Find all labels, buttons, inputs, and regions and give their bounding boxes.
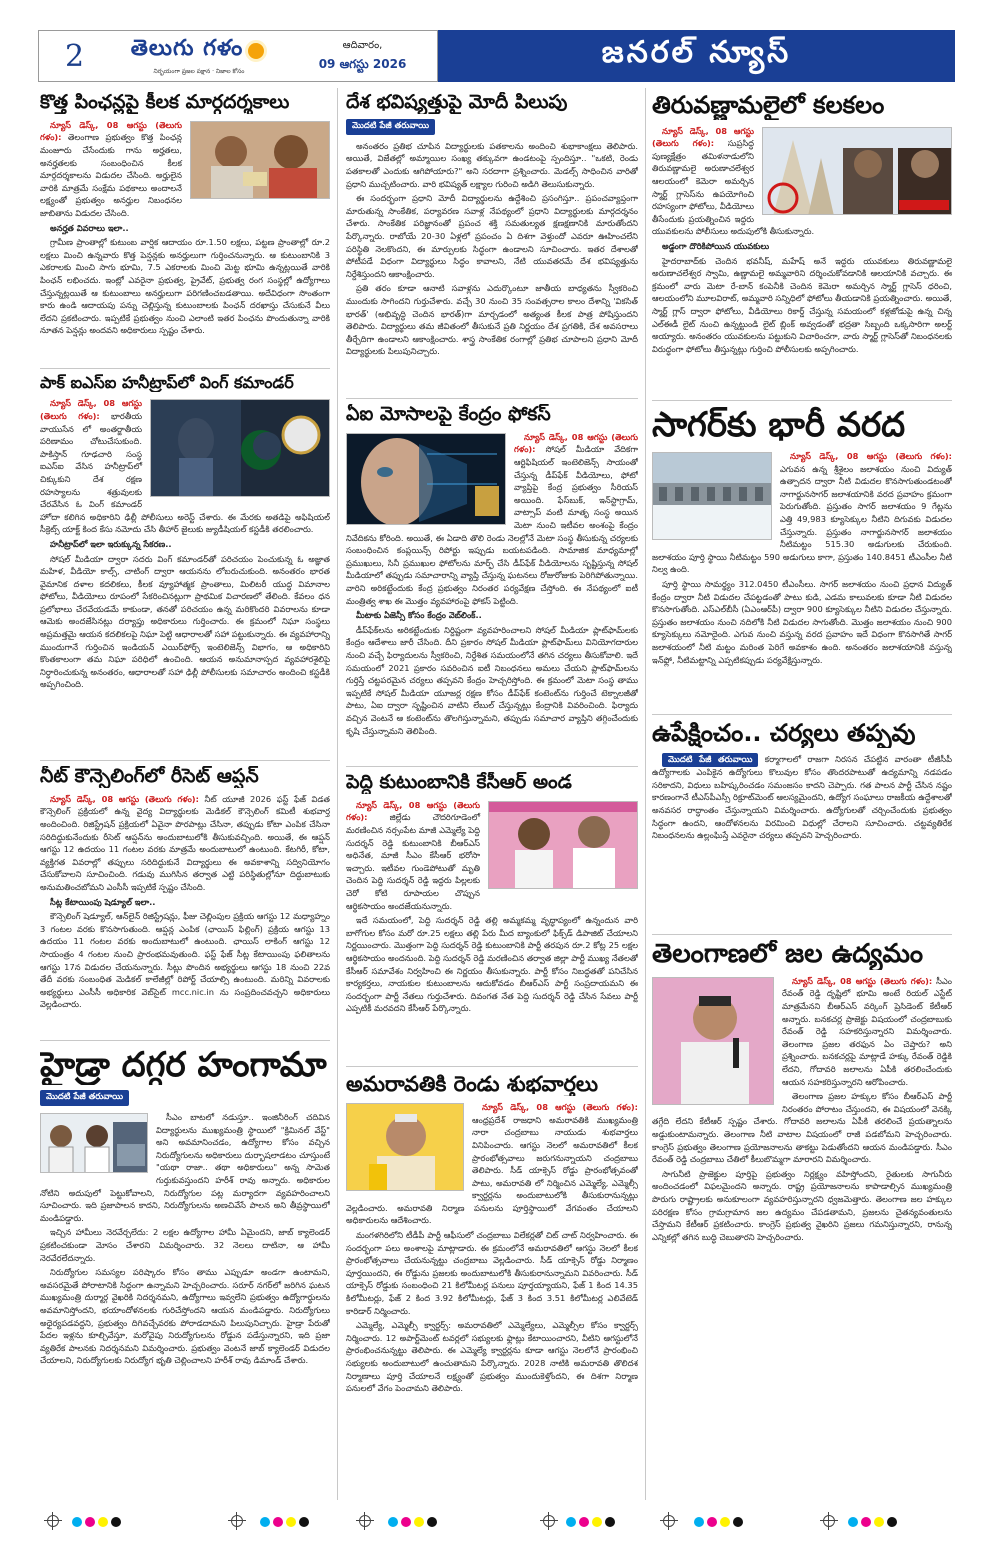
continued-badge: మొదటి పేజీ తరువాయి [346,119,435,135]
color-registration-strip [848,1517,897,1527]
kcr-rally-photo [488,801,638,889]
article-headline[interactable]: ఉపేక్షించం.. చర్యలు తప్పవు [652,720,916,747]
article-subhead: హనీట్రాప్‌లో ఇలా ఇరుక్కున్న సేకరణ.. [50,538,172,549]
registration-mark-icon [228,1512,246,1530]
sagar-dam-photo [652,452,772,540]
hydraa-collage-photo [40,1113,148,1173]
color-registration-strip [388,1517,437,1527]
article-dateline: న్యూస్ డెస్క్, 08 ఆగస్టు (తెలుగు గళం): [40,398,142,421]
temple-arrest-photo [762,127,952,215]
article-dateline: న్యూస్ డెస్క్, 08 ఆగస్టు (తెలుగు గళం): [652,125,754,149]
article-modi[interactable]: దేశ భవిష్యత్తుపై మోదీ పిలుపు మొదటి పేజీ తరువాయి అనంతరం ప్రతిభ చూపిన విద్యార్థులకు పతకాలను అందించి శుభాకాంక్షలు తెలిపారు. అయితే, విజేతల్లో అమ్మాయిల సంఖ్య తక్కువగా ఉండటంపై స్పందిస్తూ.. "ఒకటి, రెండు పతకాలతో ఎందుకు ఆగిపోయారు?" అని సరదాగా ప్రశ్నించారు. మెడల్స్ సాధించిన వారితో ప్రధాని ముచ్చటించారు. వారి భవిష్యత్ లక్ష్యాల గురించి అడిగి తెలుసుకున్నారు. ఈ సందర్భంగా ప్రధాని మోదీ విద్యార్థులను ఉద్దేశించి ప్రసంగిస్తూ.. ప్రపంచవ్యాప్తంగా మారుతున్న సాంకేతిక, పర్యావరణ సవాళ్ల నేపథ్యంలో ప్రధాని విద్యార్థులకు మార్గదర్శనం చేశారు. సాంకేతిక పరిజ్ఞానంతో ప్రపంచ శక్తి సమతుల్యత క్షణక్షణానికి మారుతోందని పేర్కొన్నారు. రాబోయే 20-30 ఏళ్లలో ప్రపంచం ఏ దిశగా వెళ్తుందో ఎవరూ ఊహించలేని పరిస్థితి నెలకొందని, ఈ మార్పులకు సిద్ధంగా ఉండాలని సూచించారు. ఇతర దేశాలతో పోటీపడే విధంగా విద్యార్థులు సిద్ధం కావాలని, నేటి యువతరమే దేశ భవిష్యత్తును నిర్దేశిస్తుందని ఆకాంక్షించారు. ప్రతి తరం కూడా ఆనాటి సవాళ్లను ఎదుర్కొంటూ జాతీయ బాధ్యతను స్వీకరించి ముందుకు సాగిందని గుర్తుచేశారు. వచ్చే 30 నుంచి 35 సంవత్సరాల కాలం దేశాన్ని 'వికసిత్ భారత్' (అభివృద్ధి చెందిన భారత్)గా మార్చడంలో అత్యంత కీలక పాత్ర పోషిస్తుందని తెలిపారు. విద్యార్థులు తమ జీవితంలో తీసుకునే ప్రతి నిర్ణయం దేశ ప్రగతికి, దేశ అవసరాలు తీర్చేదిగా ఉండాలని ఆకాంక్షించారు. శాస్త్ర సాంకేతిక రంగాల్లో ప్రతిభ చూపాలని ప్రధాని మోదీ విద్యార్థులకు పిలుపునిచ్చారు. [346,92,638,357]
article-headline[interactable]: ఏఐ మోసాలపై కేంద్రం ఫోకస్ [346,404,551,425]
article-headline[interactable]: దేశ భవిష్యత్తుపై మోదీ పిలుపు [346,92,568,113]
registration-mark-icon [44,1512,62,1530]
article-subhead: మీటాకు ఏజెన్సీ కోసం కేంద్రం వెబ్‌లింక్.. [356,610,482,621]
article-headline[interactable]: హైడ్రా దగ్గర హంగామా [40,1046,327,1085]
article-dateline: న్యూస్ డెస్క్, 08 ఆగస్టు (తెలుగు గళం): [40,119,182,143]
wing-commander-photo [150,399,330,497]
article-headline[interactable]: నీట్ కౌన్సెలింగ్‌లో రీసెట్ ఆప్షన్ [40,766,259,787]
article-water[interactable]: తెలంగాణలో జల ఉద్యమం న్యూస్ డెస్క్, 08 ఆగస్టు (తెలుగు గళం): సీఎం రేవంత్ రెడ్డి దృష్టిలో భూమి అంటే రియల్ ఎస్టేట్ మాత్రమేనని బీఆర్ఎస్ వర్కింగ్ ప్రెసిడెంట్ కేటీఆర్ అన్నారు. బనకచర్ల ప్రాజెక్టు విషయంలో చంద్రబాబుకు రేవంత్ రెడ్డి సహకరిస్తున్నారని విమర్శించారు. తెలంగాణ ప్రజల తరఫున ఏం చెప్తారు? అని ప్రశ్నించారు. బనకచర్లపై మాట్లాడే హక్కు రేవంత్ రెడ్డికి లేదని, గోదావరి జలాలను ఏపీకి తరలించేందుకు ఆయన సహకరిస్తున్నారని ఆరోపించారు. తెలంగాణ ప్రజల హక్కుల కోసం బీఆర్ఎస్ పార్టీ నిరంతరం పోరాటం చేస్తుందని, ఈ విషయంలో వెనక్కి తగ్గేది లేదని కేటీఆర్ స్పష్టం చేశారు. గోదావరి జలాలను ఏపీకి తరలించే ప్రయత్నాలను అడ్డుకుంటామన్నారు. తెలంగాణ నీటి వాటాల విషయంలో రాజీ పడబోమని హెచ్చరించారు. కాంగ్రెస్ ప్రభుత్వం తెలంగాణ ప్రయోజనాలను తాకట్టు పెడుతోందని ఆయన మండిపడ్డారు. సీఎం రేవంత్ రెడ్డి చంద్రబాబు చేతిలో కీలుబొమ్మగా మారారని విమర్శించారు. సాగునీటి ప్రాజెక్టుల పూర్తిపై ప్రభుత్వం నిర్లక్ష్యం వహిస్తోందని, రైతులకు సాగునీరు అందించడంలో విఫలమైందని అన్నారు. రాష్ట్ర ప్రయోజనాలను కాపాడాల్సిన ముఖ్యమంత్రి పొరుగు రాష్ట్రాలకు అనుకూలంగా వ్యవహరిస్తున్నారని ధ్వజమెత్తారు. తెలంగాణ జల హక్కుల పరిరక్షణ కోసం గ్రామగ్రామాన జల ఉద్యమం చేపడతామని, ప్రజలను చైతన్యవంతులను చేస్తామని కేటీఆర్ ప్రకటించారు. కాంగ్రెస్ ప్రభుత్వ వైఖరిని ప్రజలు గమనిస్తున్నారని, రానున్న ఎన్నికల్లో తగిన బుద్ధి చెబుతారని హెచ్చరించారు. [652,940,952,1242]
color-registration-strip [566,1517,615,1527]
article-sagar[interactable]: సాగర్‌కు భారీ వరద న్యూస్ డెస్క్, 08 ఆగస్టు (తెలుగు గళం): ఎగువన ఉన్న శ్రీశైలం జలాశయం నుంచి విద్యుత్ ఉత్పాదన ద్వారా నీటి విడుదల కొనసాగుతుండటంతో నాగార్జునసాగర్ జలాశయానికి వరద ప్రవాహం క్రమంగా పెరుగుతోంది. ప్రస్తుతం సాగర్ జలాశయం 9 గేట్లను ఎత్తి 49,983 క్యూసెక్కుల నీటిని దిగువకు విడుదల చేస్తున్నారు. ప్రస్తుతం నాగార్జునసాగర్ జలాశయం నీటిమట్టం 515.30 అడుగులకు చేరుకుంది. జలాశయం పూర్తి స్థాయి నీటిమట్టం 590 అడుగులు కాగా, ప్రస్తుతం 140.8451 టీఎంసీల నీటి నిల్వ ఉంది. పూర్తి స్థాయి సామర్థ్యం 312.0450 టీఎంసీలు. సాగర్ జలాశయం నుంచి ప్రధాన విద్యుత్ కేంద్రం ద్వారా నీటి విడుదల చేపట్టడంతో పాటు కుడి, ఎడమ కాలువలకు కూడా నీటి విడుదల కొనసాగుతోంది. ఎస్ఎల్‌బీసీ (ఏఎంఆర్‌పీ) ద్వారా 900 క్యూసెక్కుల నీటిని విడుదల చేస్తున్నారు. ప్రస్తుతం జలాశయం నుంచి నదిలోకి నీటి విడుదల సాగుతోంది. మొత్తం జలాశయం నుంచి 900 క్యూసెక్కులు నమోదైంది. ఎగువ నుంచి వస్తున్న వరద ప్రవాహం ఇదే విధంగా కొనసాగితే సాగర్ జలాశయంలో నీటి మట్టం మరింత పెరిగే అవకాశం ఉంది. అనంతరం జలాశయానికి వస్తున్న ఇన్‌ఫ్లో, నీటిమట్టాన్ని ఎప్పటికప్పుడు పర్యవేక్షిస్తున్నారు. [652,406,952,665]
article-headline[interactable]: కొత్త పింఛన్లపై కీలక మార్గదర్శకాలు [40,92,290,113]
article-pensions[interactable]: కొత్త పింఛన్లపై కీలక మార్గదర్శకాలు న్యూస్ డెస్క్, 08 ఆగస్టు (తెలుగు గళం): తెలంగాణ ప్రభుత్వం కొత్త పింఛన్ల మంజూరు చేసేందుకు గాను అర్హతలు, అనర్హతలకు సంబంధించిన కీలక మార్గదర్శకాలను విడుదల చేసింది. అర్హులైన వారికి మాత్రమే సంక్షేమ పథకాలు అందాలనే లక్ష్యంతో ప్రభుత్వం అనర్హుల నిబంధనల జాబితాను విడుదల చేసింది. అనర్హత వివరాలు ఇలా.. గ్రామీణ ప్రాంతాల్లో కుటుంబ వార్షిక ఆదాయం రూ.1.50 లక్షలు, పట్టణ ప్రాంతాల్లో రూ.2 లక్షలు మించి ఉన్నవారు కొత్త పెన్షన్లకు అనర్హులుగా గుర్తించనున్నారు. ఆ కుటుంబానికి 3 ఎకరాలకు మించి సాగు భూమి, 7.5 ఎకరాలకు మించి మెట్ట భూమి ఉన్నట్లయితే వారికి పింఛన్ లభించదు. ఇంట్లో ఎవరైనా ప్రభుత్వ, ప్రైవేట్, ప్రభుత్వ రంగ సంస్థల్లో ఉద్యోగాలు చేస్తున్నట్లయితే ఆ కుటుంబాలు అనర్హులుగా పరిగణించబడతాయి. అదేవిధంగా సొంతంగా కారు ఉండి ఆదాయపు పన్ను చెల్లిస్తున్న కుటుంబాలకు పింఛన్ దరఖాస్తు చేసుకునే వీలు లేదని ప్రకటించారు. ఇప్పటికే ప్రభుత్వం నుంచి ఎలాంటి ఇతర పింఛను పొందుతున్నా వారికి నూతన పెన్షన్లు అందవని అధికారులు స్పష్టం చేశారు. [40,92,330,336]
article-ai-scams[interactable]: ఏఐ మోసాలపై కేంద్రం ఫోకస్ న్యూస్ డెస్క్, 08 ఆగస్టు (తెలుగు గళం): సోషల్ మీడియా వేదికగా ఆర్టిఫిషియల్ ఇంటెలిజెన్స్ సాయంతో చేస్తున్న డీప్‌ఫేక్ వీడియోలు, ఫోటో వ్యాప్తిపై కేంద్ర ప్రభుత్వం సీరియస్ అయింది. ఫేస్‌బుక్, ఇన్‌స్టాగ్రామ్, వాట్సాప్ వంటి మాతృ సంస్థ అయిన మెటా నుంచి ఇటీవల అంశంపై కేంద్రం నివేదికను కోరింది. అయితే, ఈ ఏడాది తొలి రెండు నెలల్లోనే మెటా సంస్థ తీసుకున్న చర్యలకు సంబంధించిన కంప్లయిన్స్ రిపోర్టు ఇప్పుడు బయటపడింది. సామాజిక మాధ్యమాల్లో ప్రముఖులు, సినీ ప్రముఖుల ఫోటోలను మార్ఫ్ చేసి డీప్‌ఫేక్ వీడియోలను సృష్టిస్తున్న సోషల్ మీడియాలో తప్పుడు సమాచారాన్ని వ్యాప్తి చేస్తున్న ఘటనలు రోజురోజుకు పెరిగిపోతున్నాయి. వారిని అరికట్టేందుకు కేంద్ర ప్రభుత్వం నిరంతర పర్యవేక్షణ చేస్తోంది. ఈ నేపథ్యంలో ఐటీ మంత్రిత్వ శాఖ ఈ మొత్తం వ్యవహారంపై ఫోకస్ పెట్టింది. మీటాకు ఏజెన్సీ కోసం కేంద్రం వెబ్‌లింక్.. డీప్‌ఫేక్‌లను అరికట్టేందుకు నిర్దిష్టంగా వ్యవహరించాలని సోషల్ మీడియా ప్లాట్‌ఫామ్‌లకు కేంద్రం ఆదేశాలు జారీ చేసింది. దీని ప్రకారం సోషల్ మీడియా ప్లాట్‌ఫామ్‌లు వినియోగదారుల నుంచి వచ్చే ఫిర్యాదులను స్వీకరించి, నిర్దేశిత సమయంలోనే తగిన చర్యలు తీసుకోవాలి. ఇదే సమయంలో 2021 ప్రకారం సవరించిన ఐటీ నిబంధనలు అమలు చేయని ప్లాట్‌ఫామ్‌లను గుర్తిస్తే చట్టపరమైన చర్యలు తప్పవని కేంద్రం హెచ్చరిస్తోంది. ఈ క్రమంలో మెటా సంస్థ తాము ఇప్పటికే సోషల్ మీడియా యూజర్ల రక్షణ కోసం డీప్‌ఫేక్ కంటెంట్‌ను గుర్తించే టెక్నాలజీతో పాటు, ఏఐ ద్వారా సృష్టించిన వాటిని లేబుల్ చేస్తున్నట్లు కేంద్రానికి వివరించింది. ఫిర్యాదు వచ్చిన వెంటనే ఆ కంటెంట్‌ను తొలగిస్తున్నామని, తప్పుడు సమాచార వ్యాప్తిని తగ్గించేందుకు కృషి చేస్తున్నామని తెలిపింది. [346,404,638,736]
article-subhead: సీట్ల కేటాయింపు షెడ్యూల్ ఇలా.. [50,896,156,907]
article-headline[interactable]: పెద్ది కుటుంబానికి కేసీఆర్ అండ [346,772,572,793]
article-amaravati[interactable]: అమరావతికి రెండు శుభవార్తలు న్యూస్ డెస్క్, 08 ఆగస్టు (తెలుగు గళం): ఆంధ్రప్రదేశ్ రాజధాని అమరావతికి ముఖ్యమంత్రి నారా చంద్రబాబు నాయుడు శుభవార్తలు వినిపించారు. ఆగస్టు నెలలో అమరావతిలో కీలక ప్రారంభోత్సవాలు జరుగనున్నాయని చంద్రబాబు తెలిపారు. సీడ్ యాక్సెస్ రోడ్డు ప్రారంభోత్సవంతో పాటు, అమరావతి లో నిర్మించిన ఎమ్మెల్యే, ఎమ్మెల్సీ క్వార్టర్లను అందుబాటులోకి తీసుకురానున్నట్లు వెల్లడించారు. అమరావతి నిర్మాణ పనులను పూర్తిస్థాయిలో వేగవంతం చేయాలని అధికారులను ఆదేశించారు. మంగళగిరిలోని టీడీపీ పార్టీ ఆఫీసులో చంద్రబాబు విలేకర్లతో చిట్ చాట్ నిర్వహించారు. ఈ సందర్భంగా పలు అంశాలపై మాట్లాడారు. ఈ క్రమంలోనే అమరావతిలో ఆగస్టు నెలలో కీలక ప్రారంభోత్సవాలు చేయనున్నట్టు చంద్రబాబు వెల్లడించారు. సీడ్ యాక్సెస్ రోడ్డు నిర్మాణం పూర్తయిందని, ఈ రోడ్డును ప్రజలకు అందుబాటులోకి తీసుకురానున్నామని వివరించారు. సీడ్ యాక్సెస్ రోడ్డుకు సంబంధించి 21 కిలోమీటర్ల పనులు పూర్తయ్యాయని, ఫేజ్ 1 కింద 14.35 కిలోమీటర్లు, ఫేజ్ 2 కింద 3.92 కిలోమీటర్లు, ఫేజ్ 3 కింద 3.51 కిలోమీటర్ల ఎలివేటెడ్ కారిడార్ నిర్మించారు. ఎమ్మెల్యే, ఎమ్మెల్సీ క్వార్టర్స్: అమరావతిలో ఎమ్మెల్యేలు, ఎమ్మెల్సీల కోసం క్వార్టర్స్ నిర్మించారు. 12 అపార్ట్‌మెంట్ టవర్లలో సభ్యులకు ఫ్లాట్లు కేటాయించారని, వీటిని ఆగస్టులోనే ప్రారంభించనున్నట్టు తెలిపారు. ఈ ఎమ్మెల్యే క్వార్టర్లను కూడా ఆగస్టు నెలలోనే ప్రారంభించి సభ్యులకు అందుబాటులో ఉంచుతామని పేర్కొన్నారు. 2028 నాటికి అమరావతి తొలిదశ నిర్మాణాలు పూర్తి చేయాలనే లక్ష్యంతో ప్రభుత్వం ముందుకెళ్తోందని, ఈ దిశగా నిర్మాణ పనులలో వేగం పెంచామని తెలిపారు. [346,1072,638,1394]
logo-text: తెలుగు గళం [130,36,244,61]
article-dateline: న్యూస్ డెస్క్, 08 ఆగస్టు (తెలుగు గళం): [50,793,199,804]
ktr-speech-photo [652,977,774,1105]
article-hydraa[interactable]: హైడ్రా దగ్గర హంగామా మొదటి పేజీ తరువాయి సీఎం బాటలో నడుస్తూ.. ఇంజినీరింగ్ చదివిన విద్యార్థులను ముఖ్యమంత్రి స్థాయిలో "క్రిమినల్ వేస్ట్" అని అవమానించడం, ఉద్యోగాల కోసం వచ్చిన నిరుద్యోగులను అధికారులు దుర్భాషలాడటం చూస్తుంటే "యథా రాజా.. తథా అధికారులు" అన్న సామెత గుర్తుకువస్తుందని హరీశ్ రావు అన్నారు. అధికారుల నోటిని అదుపులో పెట్టుకోవాలని, నిరుద్యోగుల పట్ల మర్యాదగా వ్యవహరించాలని సూచించారు. ఇది ప్రజాపాలన కాదని, నిరుద్యోగులను అణచివేసే పాలన అని తీవ్రస్థాయిలో మండిపడ్డారు. ఇచ్చిన హామీలు నెరవేర్చలేదు: 2 లక్షల ఉద్యోగాల హామీ ఏమైందని, జాబ్ క్యాలెండర్ ప్రకటించకుండా మోసం చేశారని విమర్శించారు. 32 నెలలు దాటినా, ఆ హామీ నెరవేరలేదన్నారు. నిరుద్యోగుల సమస్యల పరిష్కారం కోసం తాము ఎప్పుడూ అండగా ఉంటామని, అవసరమైతే పోరాటానికి సిద్ధంగా ఉన్నామని హెచ్చరించారు. సరూర్ నగర్‌లో జరిగిన ఘటన ముఖ్యమంత్రి దుర్మార్గ వైఖరికి నిదర్శనమని, ఉద్యోగాలు ఇవ్వలేని ప్రభుత్వం ఉద్యోగార్థులను అవమానిస్తోందని, భయాందోళనలకు గురిచేస్తోందని ఆయన మండిపడ్డారు. నిరుద్యోగులు అధైర్యపడవద్దని, ప్రభుత్వం దిగివచ్చేవరకు పోరాడదామని పిలుపునిచ్చారు. హైడ్రా పేరుతో పేదల ఇళ్లను కూల్చివేస్తూ, మరోవైపు నిరుద్యోగులను రోడ్డున పడేస్తున్నారని, ఇది ప్రజా వ్యతిరేక పాలనకు నిదర్శనమని విమర్శించారు. ప్రభుత్వం వెంటనే జాబ్ క్యాలెండర్ విడుదల చేయాలని, నిరుద్యోగులకు నిరుద్యోగ భృతి చెల్లించాలని హరీశ్ రావు డిమాండ్ చేశారు. [40,1046,330,1366]
article-dateline: న్యూస్ డెస్క్, 08 ఆగస్టు (తెలుగు గళం): [346,799,480,823]
article-neet[interactable]: నీట్ కౌన్సెలింగ్‌లో రీసెట్ ఆప్షన్ న్యూస్ డెస్క్, 08 ఆగస్టు (తెలుగు గళం): నీట్ యూజీ 2026 ఫస్ట్ ఫేజ్ విడత కౌన్సెలింగ్ ప్రక్రియలో ఉన్న వైద్య విద్యార్థులకు మెడికల్ కౌన్సెలింగ్ కమిటీ శుభవార్త అందించింది. రిజిస్ట్రేషన్ ప్రక్రియలో ఏవైనా పొరపాట్లు చేసినా, తప్పుడు కోటా ఎంపిక చేసినా సరిదిద్దుకునేందుకు రీసెట్ ఆప్షన్‌ను అందుబాటులోకి తీసుకువచ్చింది. అయితే, ఈ ఆప్షన్ ఆగస్టు 12 ఉదయం 11 గంటల వరకు మాత్రమే అందుబాటులో ఉంటుంది. కేటగిరీ, కోటా, వ్యక్తిగత వివరాల్లో తప్పులు సరిదిద్దుకునే విద్యార్థులు ఈ అవకాశాన్ని సద్వినియోగం చేసుకోవాలని సూచించింది. గడువు ముగిసిన తర్వాత ఎట్టి పరిస్థితుల్లోనూ దిద్దుబాటుకు అనుమతించబోమని ఎంసీసీ ఇప్పటికే స్పష్టం చేసింది. సీట్ల కేటాయింపు షెడ్యూల్ ఇలా.. కౌన్సెలింగ్ షెడ్యూల్, ఆన్‌లైన్ రిజిస్ట్రేషన్లు, ఫీజు చెల్లింపుల ప్రక్రియ ఆగస్టు 12 మధ్యాహ్నం 3 గంటల వరకు కొనసాగుతుంది. ఆప్షన్ల ఎంపిక (ఛాయిస్ ఫిల్లింగ్) ప్రక్రియ ఆగస్టు 13 ఉదయం 11 గంటల వరకు అందుబాటులో ఉంటుంది. ఛాయిస్ లాకింగ్ ఆగస్టు 12 సాయంత్రం 4 గంటల నుంచి ప్రారంభమవుతుంది. ఫస్ట్ ఫేజ్ సీట్ల కేటాయింపు ఫలితాలను ఆగస్టు 17న విడుదల చేయనున్నారు. సీట్లు పొందిన అభ్యర్థులు ఆగస్టు 18 నుంచి 22వ తేదీ వరకు సంబంధిత మెడికల్ కాలేజీల్లో రిపోర్ట్ చేయాల్సి ఉంటుంది. మరిన్ని వివరాలకు అభ్యర్థులు ఎంసీసీ అధికారిక వెబ్‌సైట్ mcc.nic.in ను సంప్రదించవచ్చని అధికారులు వెల్లడించారు. [40,766,330,1010]
sun-icon [245,40,267,62]
issue-date [288,30,438,82]
color-registration-strip [72,1517,121,1527]
registration-mark-icon [820,1512,838,1530]
color-registration-strip [694,1517,743,1527]
article-headline[interactable]: సాగర్‌కు భారీ వరద [652,406,906,445]
article-honeytrap[interactable]: పాక్ ఐఎస్ఐ హనీట్రాప్‌లో వింగ్ కమాండర్ న్యూస్ డెస్క్, 08 ఆగస్టు (తెలుగు గళం): భారతీయ వాయుసేన లో అంతర్జాతీయ పరిణామం చోటుచేసుకుంది. పాకిస్తాన్ గూఢచారి సంస్థ ఐఎస్ఐ వేసిన హనీట్రాప్‌లో చిక్కుకుని దేశ రక్షణ రహస్యాలను శత్రువులకు చేరవేసిన ఓ వింగ్ కమాండర్ హోదా కలిగిన అధికారిని ఢిల్లీ పోలీసులు అరెస్ట్ చేశారు. ఈ మేరకు అతడిపై అఫిషియల్ సీక్రెట్స్ యాక్ట్ కింద కేసు నమోదు చేసి తీహార్ జైలుకు జ్యుడీషియల్ కస్టడీకి తరలించారు. హనీట్రాప్‌లో ఇలా ఇరుక్కున్న సేకరణ.. సోషల్ మీడియా ద్వారా సదరు వింగ్ కమాండర్‌తో పరిచయం పెంచుకున్న ఓ అజ్ఞాత మహిళ, వీడియో కాల్స్, చాటింగ్ ద్వారా ఆయనను లోబరుచుకుంది. అనంతరం భారత వైమానిక దళాల కదలికలు, కీలక వ్యూహాత్మక ప్రాంతాలు, మిలిటరీ యుద్ధ విమానాల ఫోటోలు, వీడియోలు రూపంలో సేకరించినట్లుగా ప్రాథమిక విచారణలో తేలింది. కేవలం ధన ప్రలోభాలు చేరవేయడమే కాకుండా, తనతో పరిచయం ఉన్న మరికొందరి వివరాలను కూడా ఆమెకు అందజేసినట్లు దర్యాప్తు అధికారులు గుర్తించారు. ఈ క్రమంలో నిఘా సంస్థలు అప్రమత్తమై ఆయన కదలికలపై నిఘా పెట్టి ఆధారాలతో సహా పట్టుకున్నారు. ఈ వ్యవహారాన్ని ముందుగానే గుర్తించిన ఇండియన్ ఎయిర్‌ఫోర్స్ ఇంటెలిజెన్స్ విభాగం, ఆ అధికారిని కొంతకాలంగా తమ నిఘా పరిధిలో ఉంచింది. ఆయన అనుమానాస్పద వ్యవహారశైలిపై నిర్ధారించుకున్న అనంతరం, ఆధారాలతో సహా ఢిల్లీ పోలీసులకు సమాచారం అందించి కస్టడీకి అప్పగించింది. [40,374,330,690]
article-warning[interactable]: ఉపేక్షించం.. చర్యలు తప్పవు మొదటి పేజీ తరువాయి కర్మాగాలలో రాజగా నిరసన చేపట్టిన వారంతా టీజీసీపీ ఉద్యోగాలకు ఎంపికైన ఉద్యోగులు కొలువుల కోసం తొందరపాటుతో ఉద్యమాన్ని నడపడం సరికాదని, విధులు బహిష్కరించడం సమంజసం కాదని చెప్పారు. గత పాలన పార్టీ చేసిన నష్టం కారణంగానే టీఎస్‌పీఎస్సీ రిక్రూట్‌మెంట్ ఆలస్యమైందని, ఉద్యోగ సంఘాలు రాజకీయ ఉద్దేశాలతో అనవసర రాద్ధాంతం చేస్తున్నాయని విమర్శించారు. ఉద్యోగులతో చర్చించేందుకు ప్రభుత్వం సిద్ధంగా ఉందని, ఆందోళనలను విరమించి విధుల్లో చేరాలని సూచించారు. చట్టవ్యతిరేక నిబంధనలను ఉల్లంఘిస్తే ఎవరైనా చర్యలు తప్పవని హెచ్చరించారు. [652,720,952,841]
article-dateline: న్యూస్ డెస్క్, 08 ఆగస్టు (తెలుగు గళం): [514,431,638,455]
page-number: 2 [38,30,110,82]
newspaper-logo[interactable] [110,30,288,82]
continued-badge: మొదటి పేజీ తరువాయి [40,1090,129,1106]
logo-tagline: నిర్భయంగా ప్రజల పక్షాన · నిజాల కోసం [153,68,245,75]
article-tiruvannamalai[interactable]: తిరువణ్ణామలైలో కలకలం న్యూస్ డెస్క్, 08 ఆగస్టు (తెలుగు గళం): సుప్రసిద్ధ పుణ్యక్షేత్రం తమిళనాడులోని తిరువణ్ణామలై అరుణాచలేశ్వర ఆలయంలో కెమెరా అమర్చిన స్మార్ట్ గ్లాసెస్‌ను ఉపయోగించి రహస్యంగా ఫోటోలు, వీడియోలు తీసేందుకు ప్రయత్నించిన ఇద్దరు యువకులను పోలీసులు అదుపులోకి తీసుకున్నారు. అడ్డంగా దొరికిపోయిన యువకులు హైదరాబాద్‌కు చెందిన భవనీష్, మహేష్ అనే ఇద్దరు యువకులు తిరువణ్ణామలై అరుణాచలేశ్వర స్వామి, ఉణ్ణామలై అమ్మవారిని దర్శించుకోవడానికి ఆలయానికి వచ్చారు. ఈ క్రమంలో వారు మెటా రే-బాన్ కంపెనీకి చెందిన కెమెరా అమర్చిన స్మార్ట్ గ్లాసెస్ ధరించి, ఆలయంలోని మూలవిరాట్, అమ్మవారి సన్నిధిలో ఫోటోలు తీయడానికి ప్రయత్నించారు. అయితే, స్మార్ట్ గ్లాస్ ద్వారా ఫోటోలు, వీడియోలు రికార్డ్ చేస్తున్న సమయంలో కళ్లజోడుపై ఉన్న చిన్న ఎల్ఈడీ లైట్ నుంచి ఉన్నట్టుండి లైట్ బ్లింక్ అవ్వడంతో భద్రతా సిబ్బంది ఒక్కసారిగా అలర్ట్ అయ్యారు. అనంతరం యువకులను పట్టుకుని విచారించగా, వారు స్మార్ట్ గ్లాసెస్‌తో నిబంధనలకు విరుద్ధంగా ఫోటోలు తీస్తున్నట్లు గుర్తించి పోలీసులకు అప్పగించారు. [652,92,952,354]
ai-face-photo [346,433,506,525]
chandrababu-photo [346,1103,464,1191]
article-headline[interactable]: తెలంగాణలో జల ఉద్యమం [652,940,924,969]
registration-mark-icon [356,1512,374,1530]
column-divider [645,88,646,1500]
section-banner: జనరల్ న్యూస్ [438,30,955,82]
masthead [38,30,955,82]
article-dateline: న్యూస్ డెస్క్, 08 ఆగస్టు (తెలుగు గళం): [482,1102,638,1113]
pension-elders-photo [190,121,330,199]
article-subhead: అనర్హత వివరాలు ఇలా.. [50,222,129,233]
issue-full-date: 09 ఆగస్టు 2026 [318,56,407,71]
article-kcr[interactable]: పెద్ది కుటుంబానికి కేసీఆర్ అండ న్యూస్ డెస్క్, 08 ఆగస్టు (తెలుగు గళం): జిల్లేడు చౌదరిగూడెంలో మరణించిన నర్సంపేట మాజీ ఎమ్మెల్యే పెద్ది సుదర్శన్ రెడ్డి కుటుంబానికి బీఆర్ఎస్ అధినేత, మాజీ సీఎం కేసీఆర్ భరోసా ఇచ్చారు. ఇటీవల గుండెపోటుతో మృతి చెందిన పెద్ది సుదర్శన్ రెడ్డి ఇద్దరు పిల్లలకు చెరో కోటి రూపాయల చొప్పున ఆర్థికసాయం అందజేయనున్నారు. ఇదే సమయంలో, పెద్ది సుదర్శన్ రెడ్డి తల్లి అమ్మకమ్మ వృద్ధాప్యంలో ఉన్నందున వారి బాగోగుల కోసం మరో రూ.25 లక్షలు తల్లి పేరు మీద బ్యాంకులో ఫిక్స్‌డ్ డిపాజిట్ చేయాలని నిర్ణయించారు. మొత్తంగా పెద్ది సుదర్శన్ రెడ్డి కుటుంబానికి పార్టీ తరపున రూ.2 కోట్ల 25 లక్షల ఆర్థికసాయం అందనుంది. పెద్ది సుదర్శన్ రెడ్డి మరణించిన తర్వాత జిల్లా పార్టీ ముఖ్య నేతలతో కేసీఆర్ సమావేశం నిర్వహించి ఈ నిర్ణయం తీసుకున్నారు. పార్టీ కోసం నిబద్ధతతో పనిచేసిన కార్యకర్తలు, నాయకుల కుటుంబాలను ఆదుకోవడం బీఆర్ఎస్ పార్టీ సంప్రదాయమని ఈ సందర్భంగా పార్టీ నేతలు గుర్తుచేశారు. దివంగత నేత పెద్ది సుదర్శన్ రెడ్డి చేసిన సేవలు పార్టీ ఎప్పటికీ మరవదని కేసీఆర్ పేర్కొన్నారు. [346,772,638,1014]
continued-badge: మొదటి పేజీ తరువాయి [662,753,758,767]
column-divider [337,88,338,1500]
registration-mark-icon [660,1512,678,1530]
article-subhead: అడ్డంగా దొరికిపోయిన యువకులు [662,240,770,251]
article-headline[interactable]: అమరావతికి రెండు శుభవార్తలు [346,1072,599,1096]
article-dateline: న్యూస్ డెస్క్, 08 ఆగస్టు (తెలుగు గళం): [792,975,933,986]
issue-day: ఆదివారం, [342,39,383,51]
article-headline[interactable]: పాక్ ఐఎస్ఐ హనీట్రాప్‌లో వింగ్ కమాండర్ [40,374,294,392]
article-headline[interactable]: తిరువణ్ణామలైలో కలకలం [652,92,885,119]
article-dateline: న్యూస్ డెస్క్, 08 ఆగస్టు (తెలుగు గళం): [790,451,952,462]
registration-mark-icon [540,1512,558,1530]
color-registration-strip [260,1517,309,1527]
